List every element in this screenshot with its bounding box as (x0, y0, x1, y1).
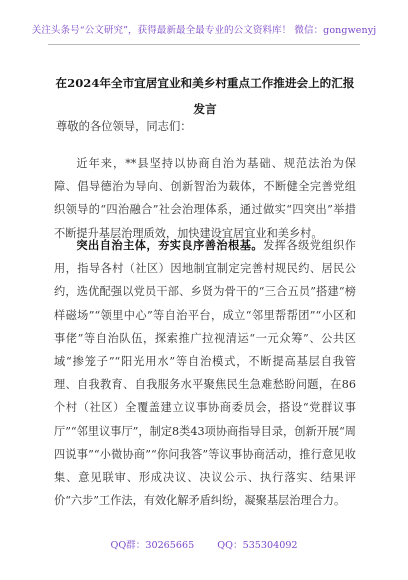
title-line-1: 在2024年全市宜居宜业和美乡村重点工作推进会上的汇报 (55, 76, 355, 90)
header-divider (48, 44, 360, 45)
paragraph-intro: 近年来，**县坚持以协商自治为基础、规范法治为保障、倡导德治为导向、创新智治为载体，不断健全完善党组织领导的“四治融合”社会治理体系，通过做实“四突出”举措不断提升基层治理质效，加快建设宜居宜业和美乡村。 (54, 157, 356, 240)
footer-contact (0, 537, 408, 551)
paragraph-self-governance (54, 234, 356, 512)
footer-qq-group: QQ群：30265665 (110, 540, 195, 551)
footer-qq: QQ：535304092 (217, 540, 298, 551)
paragraph-lead-heading: 突出自治主体，夯实良序善治根基。 (76, 238, 264, 252)
header-banner: 关注头条号“公文研究”，获得最新最全最专业的公文资料库！ 微信：gongwenyj (31, 25, 377, 36)
document-title (44, 70, 366, 122)
title-line-2: 发言 (193, 102, 217, 116)
salutation: 尊敬的各位领导，同志们： (56, 120, 192, 133)
paragraph-body: 发挥各级党组织作用，指导各村（社区）因地制宜制定完善村规民约、居民公约，选优配强以党员干部、乡贤为骨干的“三合五员”搭建“榜样磁场”“领里中心”等自治平台，成立“邻里帮帮团”“小区和事佬”等自治队伍，探索推广拉视清运“一元众筹”、公共区域“掺笼子”“阳光用水”等自治模式，不断提高基层自我管理、自我教育、自我服务水平聚焦民生急难愁盼问题，在86个村（社区）全覆盖建立议事协商委员会，搭设“党群议事厅”“邻里议事厅”，制定8类43项协商指导目录，创新开展“周四说事”“小微协商”“你问我答”等议事协商活动，推行意见收集、意见联审、形成决议、决议公示、执行落实、结果评价“六步”工作法，有效化解矛盾纠纷，凝聚基层治理合力。 (54, 239, 356, 508)
